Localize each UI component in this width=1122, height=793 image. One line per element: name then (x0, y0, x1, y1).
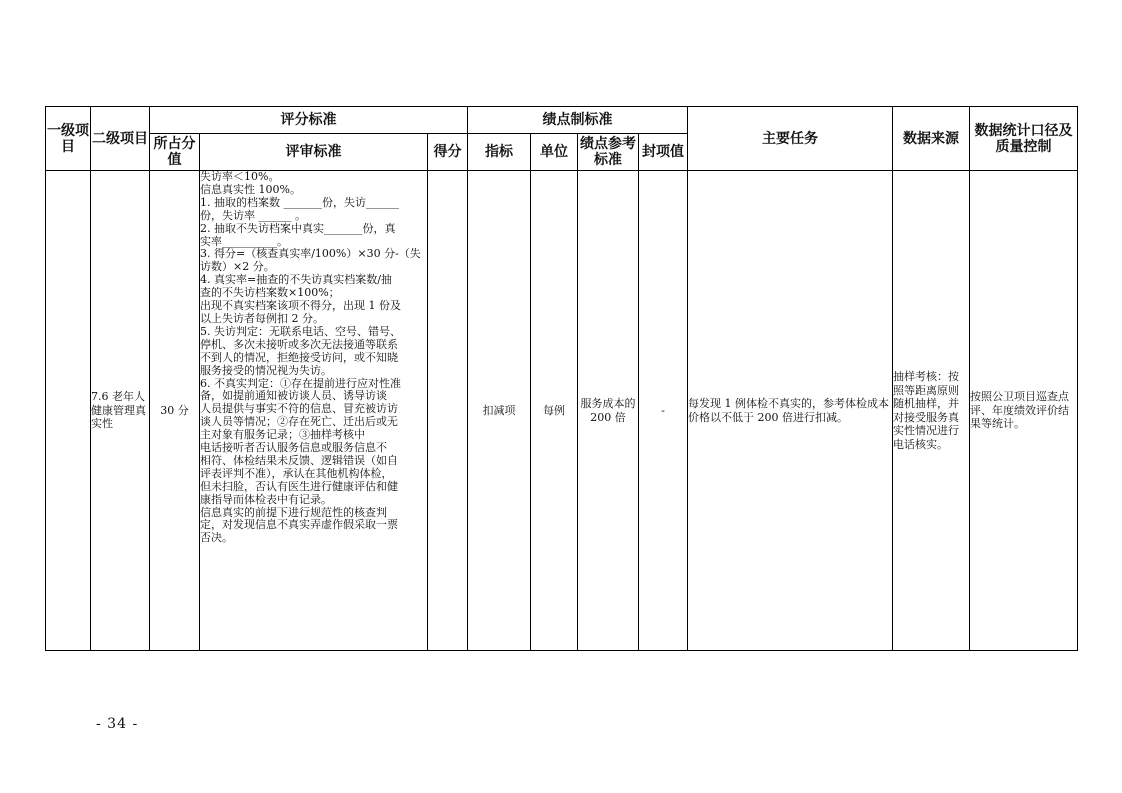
criteria-line: 人员提供与事实不符的信息、冒充被访访 (200, 402, 398, 416)
cell-level2: 7.6 老年人健康管理真实性 (91, 171, 150, 651)
cell-review-criteria (200, 171, 428, 651)
cell-unit: 每例 (531, 171, 578, 651)
criteria-line: 评表评判不准），承认在其他机构体检， (200, 466, 393, 480)
criteria-line: 备，如提前通知被访谈人员、诱导访谈 (200, 389, 387, 403)
criteria-line: 相符、体检结果未反馈、逻辑错误（如自 (200, 453, 398, 467)
criteria-line: 停机、多次未接听或多次无法接通等联系 (200, 337, 398, 351)
header-reference-standard: 绩点参考标准 (578, 134, 639, 171)
header-cap-value: 封项值 (639, 134, 688, 171)
criteria-line: 4. 真实率=抽查的不失访真实档案数/抽 (200, 273, 392, 287)
header-unit: 单位 (531, 134, 578, 171)
criteria-line: 5. 失访判定：无联系电话、空号、错号、 (200, 324, 401, 338)
criteria-line: 查的不失访档案数×100%； (200, 286, 340, 300)
cell-data-stat: 按照公卫项目巡查点评、年度绩效评价结果等统计。 (970, 171, 1078, 651)
header-level1: 一级项目 (46, 107, 91, 171)
cell-indicator: 扣减项 (468, 171, 531, 651)
criteria-line: 失访率＜10%。 (200, 170, 280, 183)
cell-reference-standard: 服务成本的 200 倍 (578, 171, 639, 651)
criteria-line: 6. 不真实判定：①存在提前进行应对性准 (200, 376, 401, 390)
criteria-line: 但未扫脸，否认有医生进行健康评估和健 (200, 479, 398, 493)
criteria-line: 服务接受的情况视为失访。 (200, 363, 332, 377)
header-data-source: 数据来源 (893, 107, 970, 171)
header-level2: 二级项目 (91, 107, 150, 171)
cell-cap-value: - (639, 171, 688, 651)
criteria-line: 访数）×2 分。 (200, 260, 275, 274)
criteria-line: 3. 得分=（核查真实率/100%）×30 分-（失 (200, 247, 421, 261)
header-indicator: 指标 (468, 134, 531, 171)
cell-level1 (46, 171, 91, 651)
criteria-line: 份，失访率 ______ 。 (200, 208, 306, 222)
criteria-line: 1. 抽取的档案数 _______份，失访______ (200, 195, 399, 209)
criteria-line: 实率__________。 (200, 234, 288, 248)
criteria-line: 信息真实的前提下进行规范性的核查判 (200, 505, 387, 519)
criteria-line: 主对象有服务记录；③抽样考核中 (200, 428, 365, 442)
table-row (46, 171, 1078, 651)
criteria-line: 信息真实性 100%。 (200, 182, 301, 196)
header-score: 得分 (428, 134, 468, 171)
criteria-line: 电话接听者否认服务信息或服务信息不 (200, 441, 387, 455)
criteria-line: 不到人的情况，拒绝接受访问，或不知晓 (200, 350, 398, 364)
page-number: - 34 - (96, 716, 139, 732)
criteria-line: 以上失访者每例扣 2 分。 (200, 311, 324, 325)
criteria-line: 定，对发现信息不真实弄虚作假采取一票 (200, 518, 398, 532)
criteria-line: 谈人员等情况；②存在死亡、迁出后或无 (200, 415, 398, 429)
header-data-stat: 数据统计口径及质量控制 (970, 107, 1078, 171)
cell-data-source: 抽样考核：按照等距离原则随机抽样，并对接受服务真实性情况进行电话核实。 (893, 171, 970, 651)
cell-score (428, 171, 468, 651)
cell-score-share: 30 分 (150, 171, 200, 651)
cell-main-tasks: 每发现 1 例体检不真实的，参考体检成本价格以不低于 200 倍进行扣减。 (688, 171, 893, 651)
header-review-standard: 评审标准 (200, 134, 428, 171)
header-performance-standard: 绩点制标准 (468, 107, 688, 134)
criteria-line: 否决。 (200, 531, 233, 545)
criteria-line: 2. 抽取不失访档案中真实_______份，真 (200, 221, 396, 235)
evaluation-table (45, 106, 1078, 651)
header-scoring-standard: 评分标准 (150, 107, 468, 134)
header-main-tasks: 主要任务 (688, 107, 893, 171)
header-score-share: 所占分值 (150, 134, 200, 171)
criteria-line: 康指导而体检表中有记录。 (200, 492, 332, 506)
criteria-line: 出现不真实档案该项不得分，出现 1 份及 (200, 299, 401, 313)
